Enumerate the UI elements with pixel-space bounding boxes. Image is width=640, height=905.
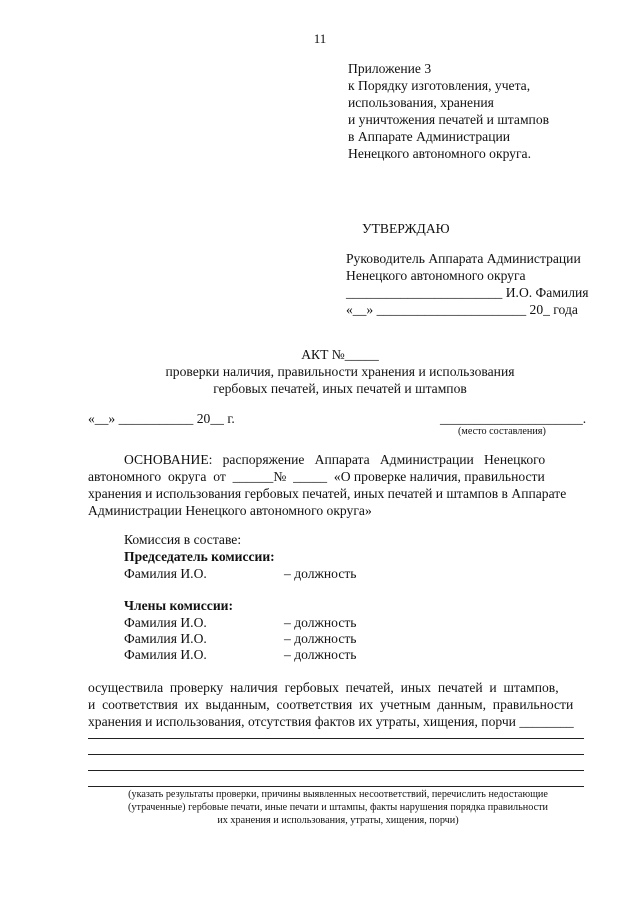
approve-position-line1: Руководитель Аппарата Администрации xyxy=(346,251,581,266)
basis-line2: автономного округа от ______№ _____ «О проверке наличия, правильности xyxy=(88,469,545,484)
findings-caption-line1: (указать результаты проверки, причины выявленных несоответствий, перечислить недостающие xyxy=(128,789,548,800)
fill-line xyxy=(88,786,584,787)
appendix-line: Ненецкого автономного округа. xyxy=(348,146,531,161)
approve-block xyxy=(346,250,589,318)
member-name: Фамилия И.О. xyxy=(124,615,207,630)
fill-line xyxy=(88,754,584,755)
basis-line3: хранения и использования гербовых печатей, иных печатей и штампов в Аппарате xyxy=(88,486,567,501)
findings-line3: хранения и использования, отсутствия фактов их утраты, хищения, порчи ________ xyxy=(88,714,574,729)
fill-line xyxy=(88,738,584,739)
page-number: 11 xyxy=(313,31,327,46)
appendix-line: в Аппарате Администрации xyxy=(348,129,511,144)
approve-date-line: «__» ______________________ 20_ года xyxy=(346,302,578,317)
commission-chair-label: Председатель комиссии: xyxy=(124,549,275,564)
commission-intro: Комиссия в составе: xyxy=(124,532,242,547)
chair-name: Фамилия И.О. xyxy=(124,566,207,581)
basis-line4: Администрации Ненецкого автономного округа» xyxy=(88,503,372,518)
findings-line2: и соответствия их выданным, соответствия их учетным данным, правильности xyxy=(88,697,574,712)
act-subtitle-line1: проверки наличия, правильности хранения и использования xyxy=(165,364,515,379)
member-role: – должность xyxy=(284,615,357,630)
act-title: АКТ №_____ xyxy=(301,347,379,362)
appendix-line: использования, хранения xyxy=(348,95,494,110)
findings-caption-line3: их хранения и использования, утраты, хищения, порчи) xyxy=(217,815,459,826)
chair-role: – должность xyxy=(284,566,357,581)
appendix-line: Приложение 3 xyxy=(348,61,432,76)
approve-signature-line: _______________________ И.О. Фамилия xyxy=(346,285,589,300)
basis-line1: ОСНОВАНИЕ: распоряжение Аппарата Администрации Ненецкого xyxy=(124,452,546,467)
member-role: – должность xyxy=(284,631,357,646)
appendix-block xyxy=(348,60,549,162)
fill-line xyxy=(88,770,584,771)
act-subtitle-line2: гербовых печатей, иных печатей и штампов xyxy=(213,381,467,396)
appendix-line: к Порядку изготовления, учета, xyxy=(348,78,531,93)
member-role: – должность xyxy=(284,647,357,662)
commission-members-label: Члены комиссии: xyxy=(124,598,234,613)
findings-caption-line2: (утраченные) гербовые печати, иные печати и штампы, факты нарушения порядка правильности xyxy=(128,802,548,813)
approve-title: УТВЕРЖДАЮ xyxy=(362,221,450,236)
act-place-caption: (место составления) xyxy=(458,426,546,437)
approve-position-line2: Ненецкого автономного округа xyxy=(346,268,526,283)
act-date: «__» ___________ 20__ г. xyxy=(88,411,235,426)
act-place-line: _____________________. xyxy=(440,411,587,426)
appendix-line: и уничтожения печатей и штампов xyxy=(348,112,550,127)
findings-line1: осуществила проверку наличия гербовых печатей, иных печатей и штампов, xyxy=(88,680,559,695)
member-name: Фамилия И.О. xyxy=(124,631,207,646)
member-name: Фамилия И.О. xyxy=(124,647,207,662)
